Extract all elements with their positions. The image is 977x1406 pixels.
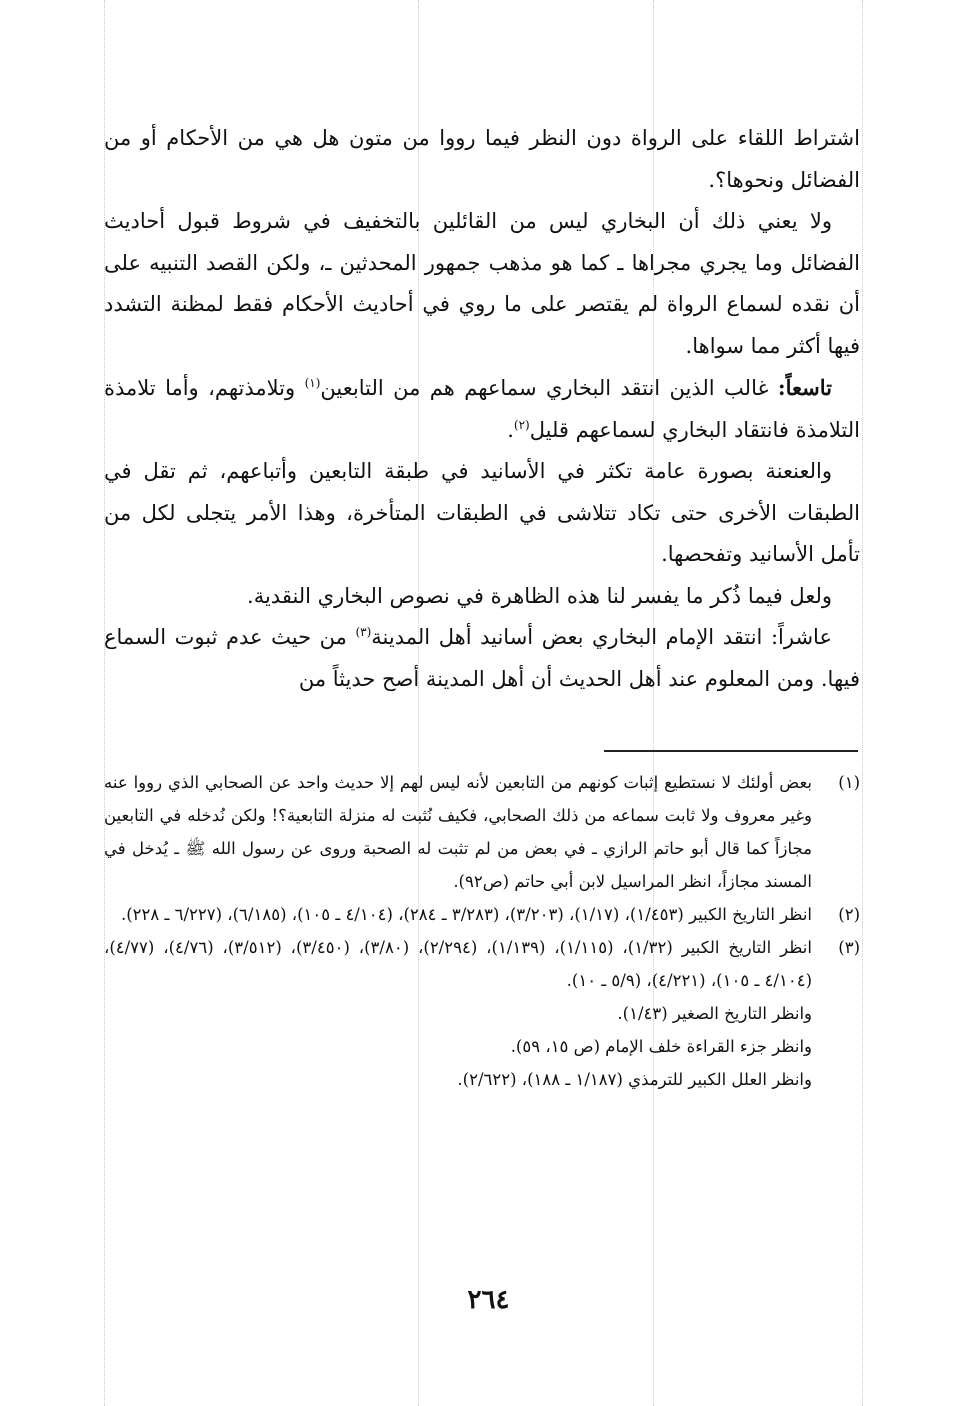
footnotes bbox=[104, 766, 860, 1096]
footnote-number: (١) bbox=[838, 773, 860, 792]
ninth-point-label: تاسعاً: bbox=[777, 375, 832, 400]
paragraph-continuation: اشتراط اللقاء على الرواة دون النظر فيما رووا من متون هل هي من الأحكام أو من الفضائل ونحوها؟. bbox=[104, 126, 860, 192]
paragraph-anana: والعنعنة بصورة عامة تكثر في الأسانيد في طبقة التابعين وأتباعهم، ثم تقل في الطبقات الأخرى حتى تكاد تتلاشى في الطبقات المتأخرة، وهذا الأمر يتجلى لكل من تأمل الأسانيد وتفحصها. bbox=[104, 459, 860, 566]
paragraph-text: غالب الذين انتقد البخاري سماعهم هم من التابعين bbox=[320, 376, 778, 400]
footnote-text: بعض أولئك لا نستطيع إثبات كونهم من التابعين لأنه ليس لهم إلا حديث واحد عن الصحابي الذي رووا عنه وغير معروف ولا ثابت سماعه من ذلك الصحابي، فكيف نُثبت له منزلة التابعية؟! ولكن نُدخله في التابعين مجازاً كما قال أبو حاتم الرازي ـ في بعض من لم تثبت له الصحبة وروى عن رسول الله ﷺ ـ يُدخل في المسند مجازاً، انظر المراسيل لابن أبي حاتم (ص٩٢). bbox=[104, 773, 812, 891]
paragraph-ninth bbox=[104, 367, 860, 451]
footnote-ref-1[interactable]: (١) bbox=[304, 376, 321, 390]
paragraph-interpretation: ولعل فيما ذُكر ما يفسر لنا هذه الظاهرة في نصوص البخاري النقدية. bbox=[247, 583, 832, 608]
footnote-text: انظر التاريخ الكبير (١/٤٥٣)، (١/١٧)، (٣/٢٠٣)، (٣/٢٨٣ ـ ٢٨٤)، (٤/١٠٤ ـ ١٠٥)، (٦/١٨٥)، (٦/٢٢٧ ـ ٢٢٨). bbox=[120, 905, 812, 924]
footnote-number: (٣) bbox=[838, 938, 860, 957]
paragraph-fadail: ولا يعني ذلك أن البخاري ليس من القائلين بالتخفيف في شروط قبول أحاديث الفضائل وما يجري مجراها ـ كما هو مذهب جمهور المحدثين ـ، ولكن القصد التنبيه على أن نقده لسماع الرواة لم يقتصر على ما روي في أحاديث الأحكام فقط لمظنة التشدد فيها أكثر مما سواها. bbox=[104, 209, 860, 358]
footnote-number: (٢) bbox=[838, 905, 860, 924]
paragraph-text: من حيث عدم ثبوت السماع فيها. ومن المعلوم عند أهل الحديث أن أهل المدينة أصح حديثاً من bbox=[104, 625, 860, 691]
scan-margin-line bbox=[862, 0, 863, 1406]
paragraph-text: انتقد الإمام البخاري بعض أسانيد أهل المدينة bbox=[371, 625, 771, 649]
tenth-point-label: عاشراً: bbox=[770, 625, 832, 649]
paragraph-text: وتلامذتهم، وأما تلامذة التلامذة فانتقاد البخاري لسماعهم قليل bbox=[104, 376, 860, 442]
footnote-text: وانظر التاريخ الصغير (١/٤٣). bbox=[617, 1004, 812, 1023]
footnote-ref-2[interactable]: (٢) bbox=[513, 417, 530, 432]
page-number: ٢٦٤ bbox=[467, 1285, 510, 1315]
footnote-text: وانظر جزء القراءة خلف الإمام (ص ١٥، ٥٩). bbox=[510, 1037, 812, 1056]
footnote-separator bbox=[604, 750, 858, 752]
footnote-1 bbox=[104, 766, 860, 898]
paragraph-text: . bbox=[507, 417, 514, 442]
footnote-3 bbox=[104, 931, 860, 1096]
footnote-2 bbox=[104, 898, 860, 931]
footnote-ref-3[interactable]: (٣) bbox=[355, 625, 372, 639]
footnote-text: انظر التاريخ الكبير (١/٣٢)، (١/١١٥)، (١/١٣٩)، (٢/٢٩٤)، (٣/٨٠)، (٣/٤٥٠)، (٣/٥١٢)، (٤/٧٦)، (٤/٧٧)، (٤/١٠٤ ـ ١٠٥)، (٤/٢٢١)، (٥/٩ ـ ١٠). bbox=[104, 938, 812, 990]
main-text bbox=[104, 118, 860, 700]
footnote-text: وانظر العلل الكبير للترمذي (١/١٨٧ ـ ١٨٨)، (٢/٦٢٢). bbox=[457, 1070, 812, 1089]
paragraph-tenth bbox=[104, 617, 860, 700]
